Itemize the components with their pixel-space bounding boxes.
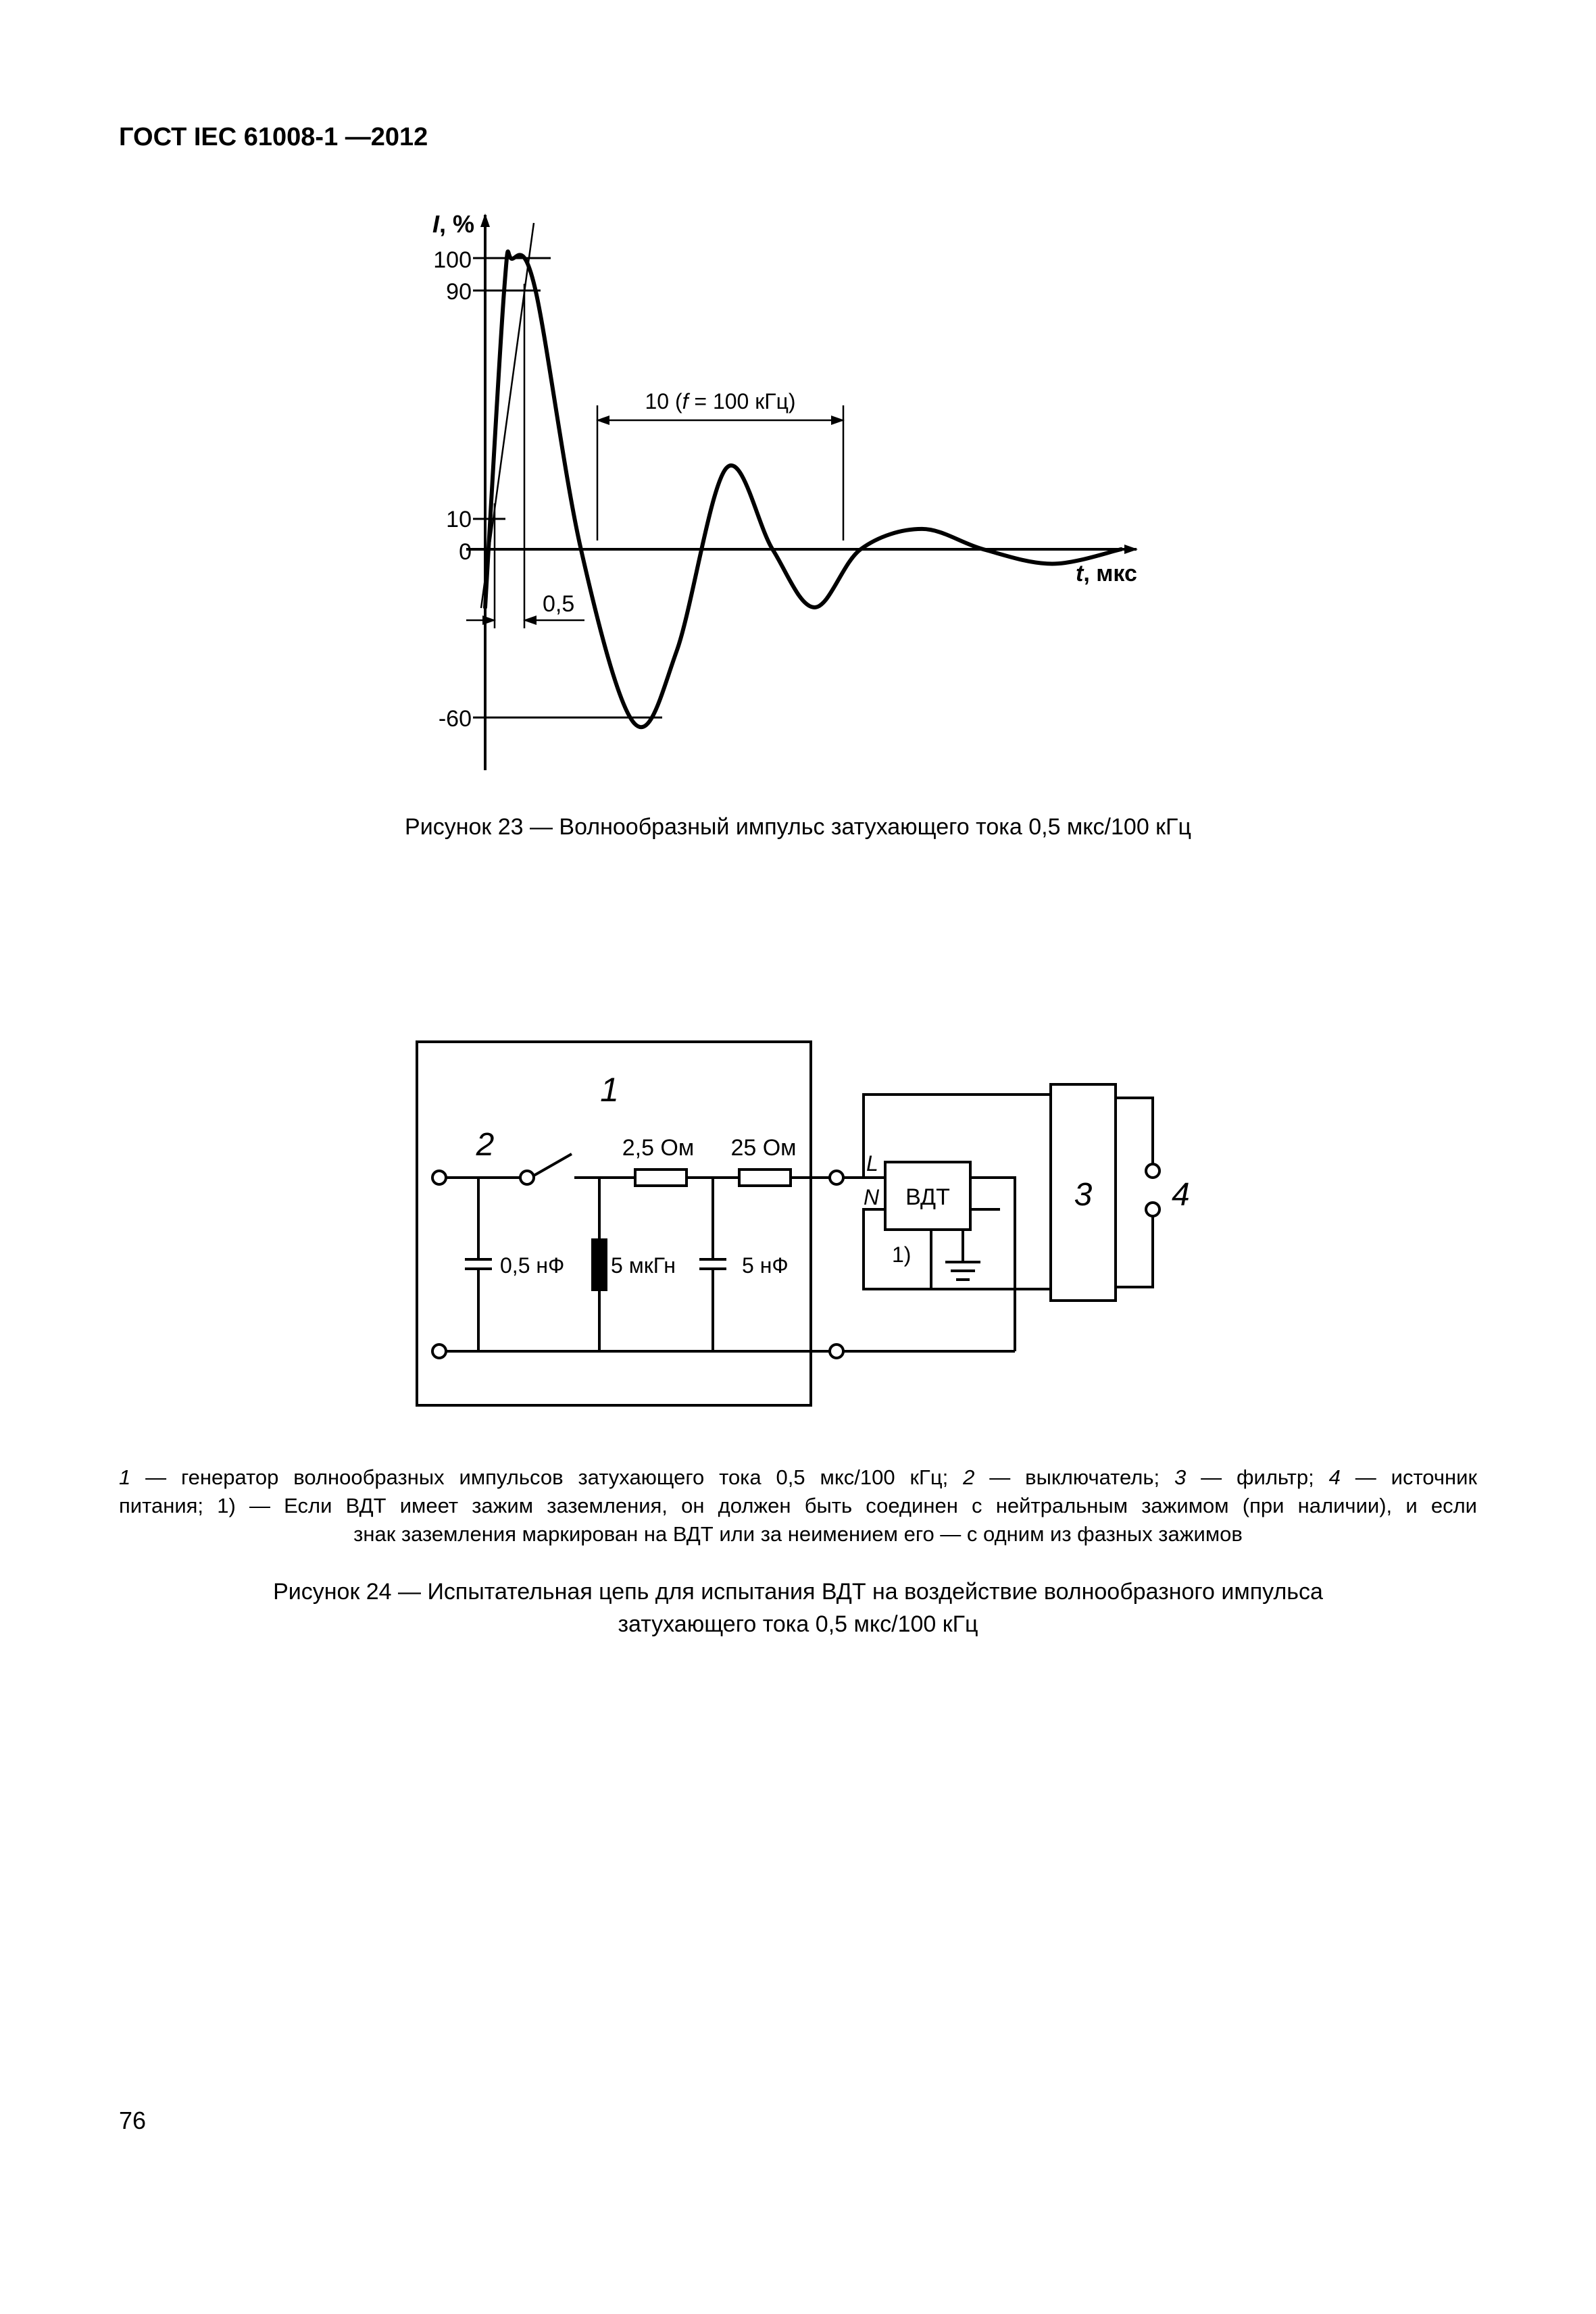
legend-item4-text: — источник xyxy=(1340,1465,1478,1489)
output-terminal-top xyxy=(830,1171,843,1184)
switch-number: 2 xyxy=(476,1127,495,1163)
y-axis-label-unit: , % xyxy=(439,210,475,238)
legend-item2-number: 2 xyxy=(963,1465,975,1489)
period-label-pre: 10 ( xyxy=(645,389,682,413)
legend-item1-number: 1 xyxy=(119,1465,131,1489)
inductor-l1 xyxy=(592,1239,607,1290)
terminal-N-label: N xyxy=(864,1185,880,1209)
figure-24-caption xyxy=(0,1576,1596,1640)
figure-24-legend xyxy=(119,1463,1477,1549)
r1-label: 2,5 Ом xyxy=(622,1135,695,1161)
period-label xyxy=(645,389,795,413)
filter-number: 3 xyxy=(1074,1177,1093,1213)
source-number: 4 xyxy=(1172,1177,1190,1213)
r2-label: 25 Ом xyxy=(730,1135,797,1161)
legend-item3-number: 3 xyxy=(1174,1465,1187,1489)
note-mark: 1) xyxy=(892,1242,912,1267)
l1-label: 5 мкГн xyxy=(611,1253,676,1278)
legend-item4-number: 4 xyxy=(1328,1465,1341,1489)
rcd-label: ВДТ xyxy=(905,1184,950,1210)
rise-time-label: 0,5 xyxy=(543,591,575,617)
tick-label-100: 100 xyxy=(433,247,472,273)
input-terminal-bottom xyxy=(432,1344,446,1358)
y-axis-label xyxy=(432,210,474,238)
figure-23-chart xyxy=(0,0,1596,811)
figure-23-caption: Рисунок 23 — Волнообразный импульс затухающего тока 0,5 мкс/100 кГц xyxy=(405,814,1191,840)
y-axis-label-var: I xyxy=(432,210,440,238)
legend-line-1 xyxy=(119,1463,1477,1492)
output-terminal-bottom xyxy=(830,1344,843,1358)
x-axis-label xyxy=(1076,561,1137,586)
period-label-post: = 100 кГц) xyxy=(688,389,796,413)
wire-filter-to-source-top xyxy=(1116,1098,1153,1164)
generator-number: 1 xyxy=(600,1071,619,1109)
source-terminal-bottom xyxy=(1146,1203,1159,1216)
terminal-L-label: L xyxy=(866,1151,878,1176)
x-axis-label-unit: , мкс xyxy=(1083,561,1137,586)
legend-item2-text: — выключатель; xyxy=(974,1465,1174,1489)
legend-line-2: питания; 1) — Если ВДТ имеет зажим заземления, он должен быть соединен с нейтральным зажимом (при наличии), и если xyxy=(119,1494,1477,1517)
page-number: 76 xyxy=(119,2107,147,2134)
tick-label-minus60: -60 xyxy=(438,706,472,732)
earth-icon xyxy=(945,1262,980,1280)
damped-oscillation-curve xyxy=(485,251,1121,727)
tick-label-0: 0 xyxy=(459,539,472,565)
legend-line-3: знак заземления маркирован на ВДТ или за неимением его — с одним из фазных зажимов xyxy=(353,1522,1243,1546)
wire-filter-to-source-bottom xyxy=(1116,1216,1153,1287)
figure-24-caption-line-2: затухающего тока 0,5 мкс/100 кГц xyxy=(618,1611,978,1637)
document-header: ГОСТ IEC 61008-1 —2012 xyxy=(119,123,428,151)
figure-24-circuit xyxy=(0,1013,1596,1446)
switch-contact-left xyxy=(520,1171,534,1184)
resistor-r2 xyxy=(739,1169,791,1186)
switch-blade xyxy=(534,1154,572,1176)
c1-label: 0,5 нФ xyxy=(500,1253,565,1278)
legend-item3-text: — фильтр; xyxy=(1186,1465,1329,1489)
legend-item1-text: — генератор волнообразных импульсов затухающего тока 0,5 мкс/100 кГц; xyxy=(130,1465,964,1489)
source-terminal-top xyxy=(1146,1164,1159,1178)
period-label-var: f xyxy=(682,389,689,413)
tick-label-90: 90 xyxy=(446,279,472,305)
resistor-r1 xyxy=(635,1169,687,1186)
tick-label-10: 10 xyxy=(446,507,472,532)
input-terminal-top xyxy=(432,1171,446,1184)
figure-24-caption-line-1: Рисунок 24 — Испытательная цепь для испытания ВДТ на воздействие волнообразного импульса xyxy=(273,1579,1323,1605)
c2-label: 5 нФ xyxy=(742,1253,789,1278)
x-axis-label-var: t xyxy=(1076,561,1084,586)
